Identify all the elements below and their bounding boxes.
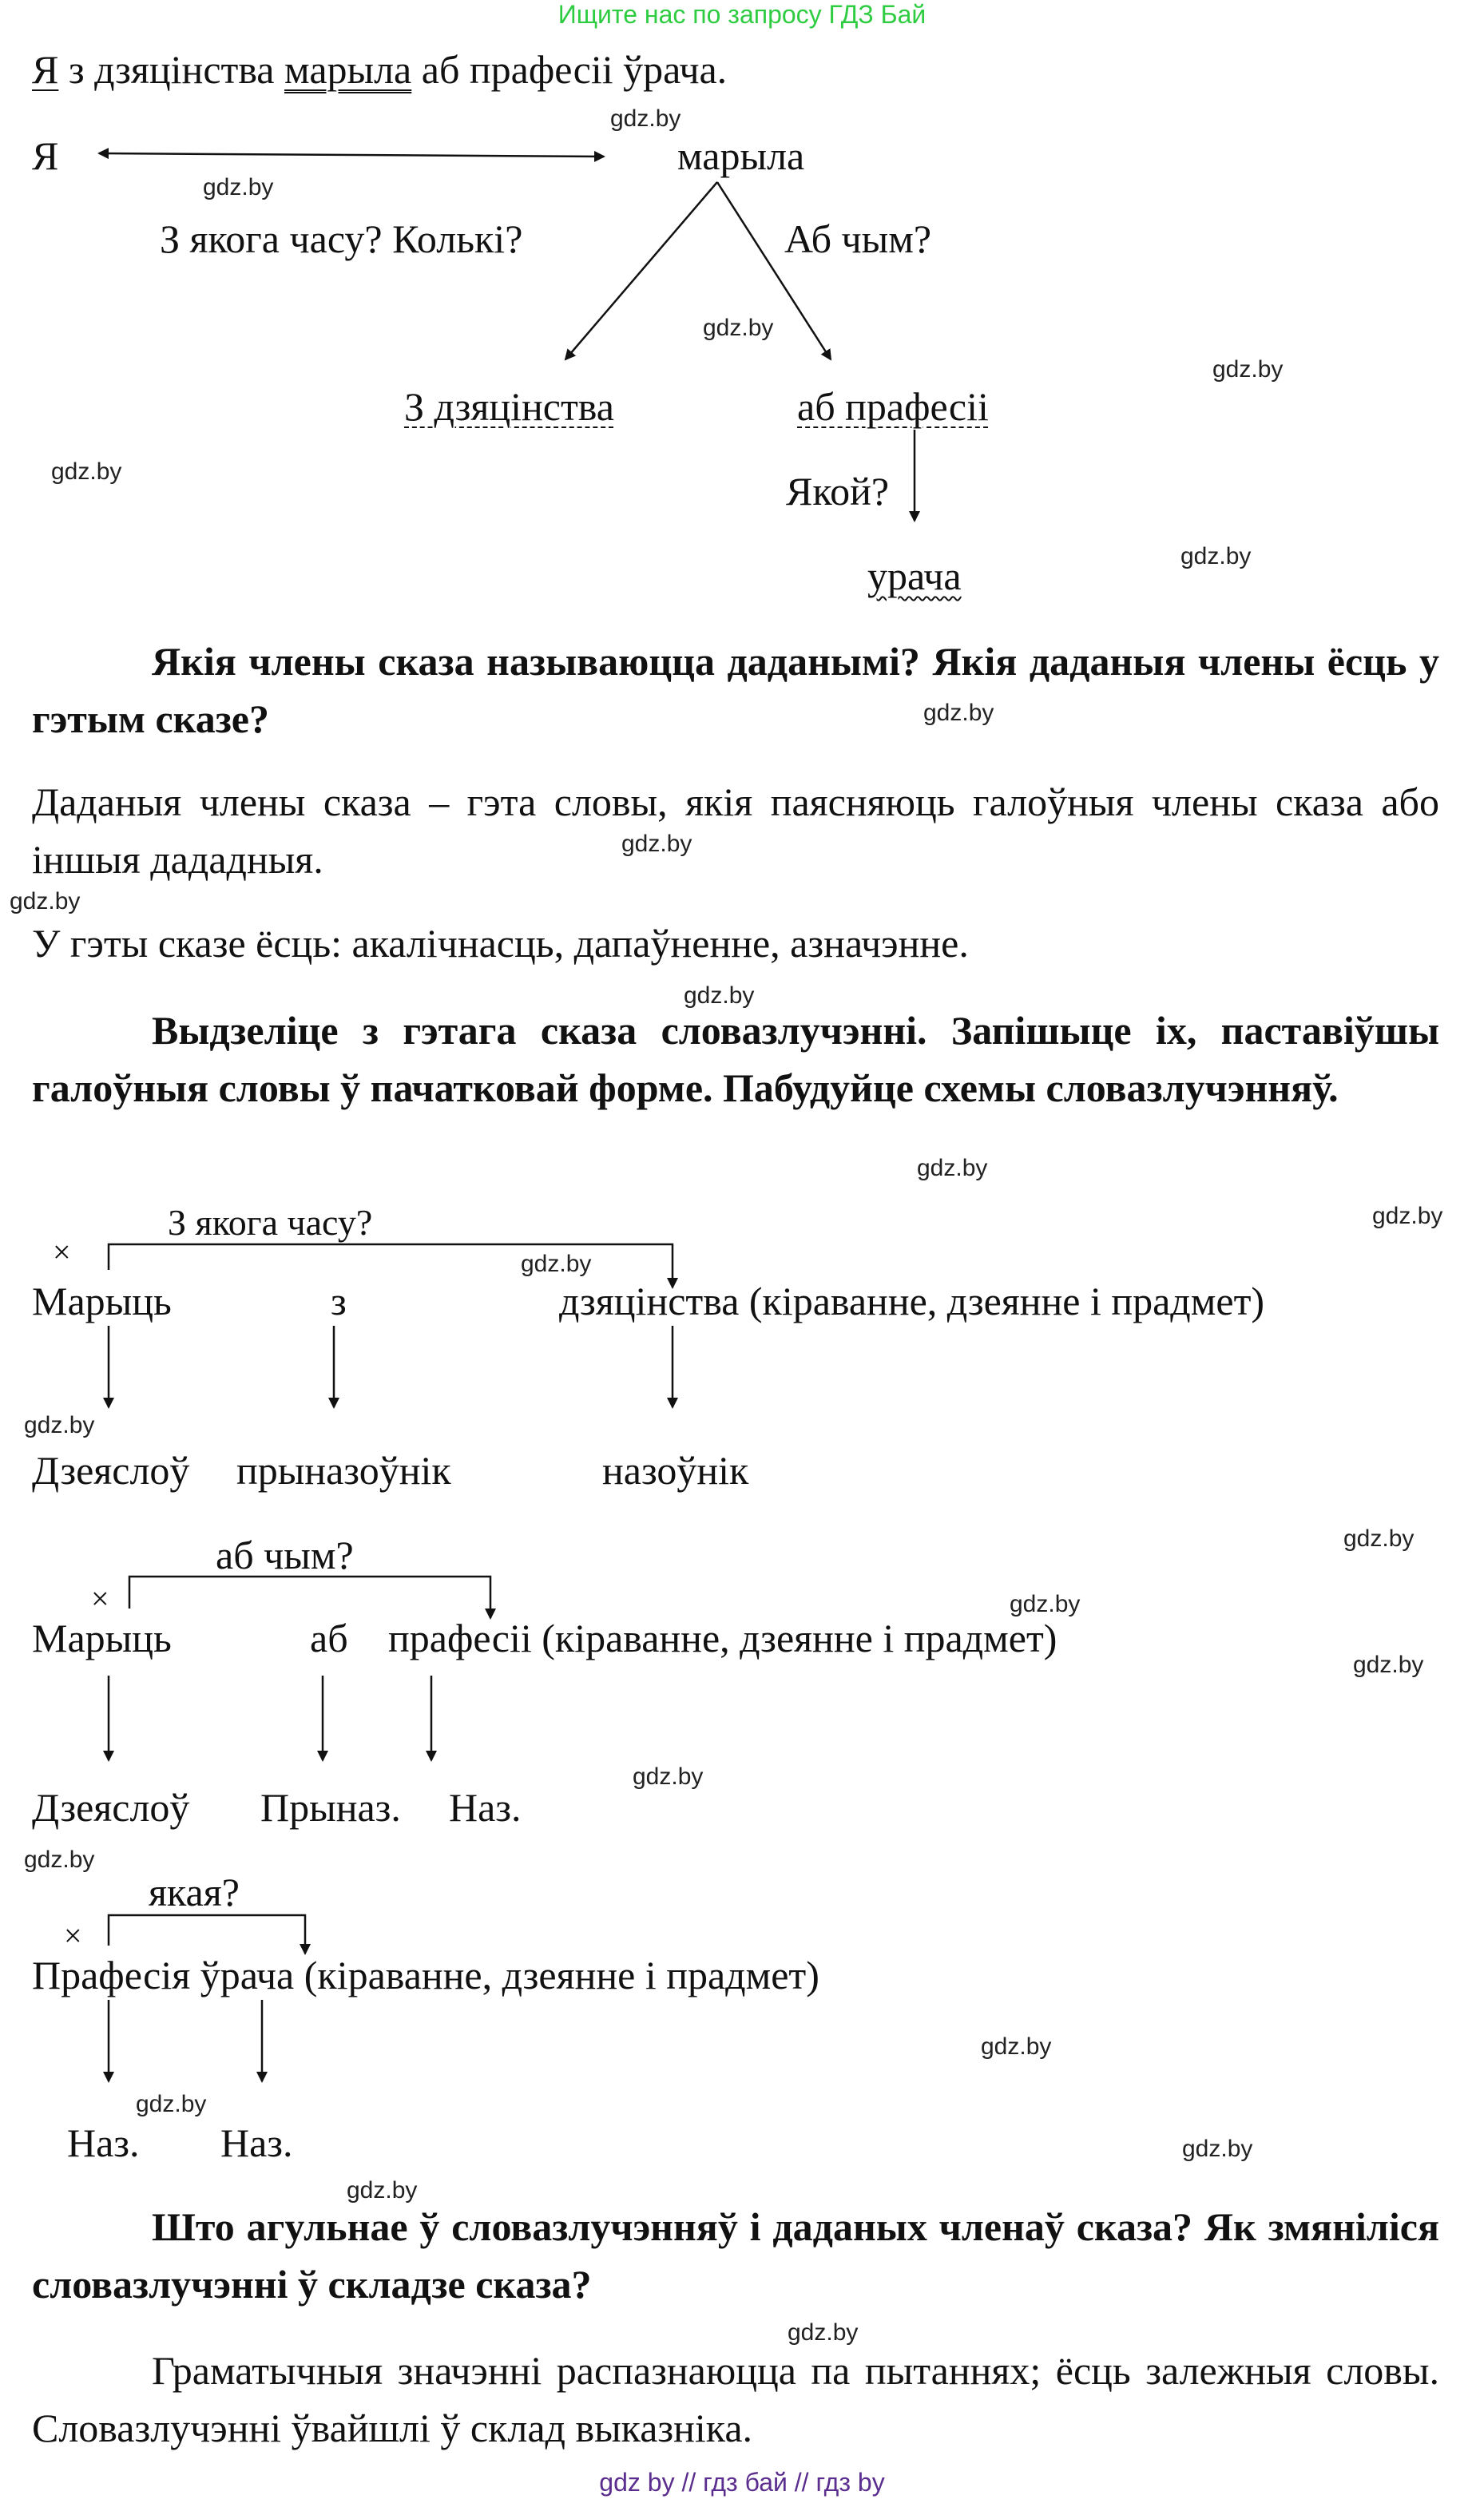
- answer-3: Граматычныя значэнні распазнаюцца па пытаннях; ёсць залежныя словы. Словазлучэнні ўвайшлі ў склад выказніка.: [32, 2348, 1439, 2450]
- watermark: gdz.by: [1010, 1591, 1081, 1617]
- tree-question-yakoi: Якой?: [786, 469, 890, 514]
- watermark: gdz.by: [347, 2177, 418, 2204]
- scheme2-main-mark: ×: [91, 1581, 109, 1617]
- watermark: gdz.by: [203, 174, 274, 200]
- question-1: Якія члены сказа называюцца даданымі? Якія даданыя члены ёсць у гэтым сказе?: [32, 639, 1439, 741]
- watermark: gdz.by: [981, 2033, 1052, 2060]
- watermark: gdz.by: [24, 1412, 95, 1438]
- watermark: gdz.by: [1182, 2136, 1253, 2162]
- watermark: gdz.by: [1353, 1652, 1424, 1678]
- scheme2-word-2: аб: [310, 1616, 348, 1660]
- scheme2-word-3: прафесіі (кіраванне, дзеянне і прадмет): [388, 1616, 1057, 1660]
- scheme1-main-mark: ×: [53, 1234, 71, 1270]
- watermark: gdz.by: [917, 1155, 988, 1181]
- scheme1-word-1: Марыць: [32, 1279, 172, 1323]
- scheme3-question: якая?: [149, 1870, 240, 1914]
- tree-predicate: марыла: [677, 133, 805, 178]
- watermark: gdz.by: [610, 105, 681, 132]
- predicate-word: марыла: [284, 47, 412, 92]
- tree-question-right: Аб чым?: [784, 216, 932, 261]
- scheme1-word-2: з: [331, 1279, 347, 1323]
- tree-attribute: урача: [867, 553, 962, 598]
- scheme2-pos-3: Наз.: [449, 1785, 522, 1830]
- watermark: gdz.by: [521, 1251, 592, 1277]
- tree-subject: Я: [32, 133, 59, 178]
- sentence-part: з дзяцінства: [68, 47, 275, 92]
- watermark: gdz.by: [703, 315, 774, 341]
- scheme2-pos-1: Дзеяслоў: [32, 1785, 190, 1830]
- watermark: gdz.by: [24, 1847, 95, 1873]
- subject-word: Я: [32, 47, 59, 92]
- watermark: gdz.by: [684, 982, 755, 1009]
- watermark: gdz.by: [923, 700, 994, 726]
- watermark: gdz.by: [1372, 1203, 1443, 1229]
- scheme3-main-mark: ×: [64, 1918, 82, 1954]
- scheme1-pos-1: Дзеяслоў: [32, 1448, 190, 1493]
- question-3: Што агульнае ў словазлучэнняў і даданых членаў сказа? Як змяніліся словазлучэнні ў складзе сказа?: [32, 2204, 1439, 2307]
- scheme1-pos-3: назоўнік: [602, 1448, 749, 1493]
- tree-question-left: З якога часу? Колькі?: [160, 216, 523, 261]
- scheme3-pos-1: Наз.: [67, 2120, 140, 2165]
- tree-adverbial: З дзяцінства: [404, 384, 614, 429]
- scheme2-pos-2: Прыназ.: [260, 1785, 401, 1830]
- scheme2-question: аб чым?: [216, 1533, 354, 1577]
- answer-1: Даданыя члены сказа – гэта словы, якія паясняюць галоўныя члены сказа або іншыя дададныя.: [32, 779, 1439, 882]
- scheme1-pos-2: прыназоўнік: [236, 1448, 451, 1493]
- scheme1-word-3: дзяцінства (кіраванне, дзеянне і прадмет): [559, 1279, 1265, 1323]
- top-banner[interactable]: Ищите нас по запросу ГДЗ Бай: [557, 0, 927, 29]
- watermark: gdz.by: [51, 458, 122, 485]
- scheme3-phrase: Прафесія ўрача (кіраванне, дзеянне і прадмет): [32, 1953, 819, 1997]
- answer-1b: У гэты сказе ёсць: акалічнасць, дапаўненне, азначэнне.: [32, 921, 969, 966]
- question-2: Выдзеліце з гэтага сказа словазлучэнні. Запішыце іх, паставіўшы галоўныя словы ў пачатковай форме. Пабудуйце схемы словазлучэнняў.: [32, 1008, 1439, 1110]
- watermark: gdz.by: [788, 2319, 859, 2346]
- tree-object: аб прафесіі: [797, 384, 989, 429]
- watermark: gdz.by: [621, 831, 692, 857]
- watermark: gdz.by: [136, 2091, 207, 2117]
- scheme3-pos-2: Наз.: [220, 2120, 293, 2165]
- footer-links[interactable]: gdz by // гдз бай // гдз by: [599, 2468, 885, 2497]
- sentence-part: аб прафесіі ўрача.: [421, 47, 728, 92]
- watermark: gdz.by: [10, 888, 81, 914]
- watermark: gdz.by: [1180, 543, 1252, 569]
- scheme2-word-1: Марыць: [32, 1616, 172, 1660]
- watermark: gdz.by: [633, 1763, 704, 1790]
- watermark: gdz.by: [1212, 356, 1284, 383]
- scheme1-question: З якога часу?: [168, 1202, 373, 1243]
- watermark: gdz.by: [1343, 1525, 1415, 1552]
